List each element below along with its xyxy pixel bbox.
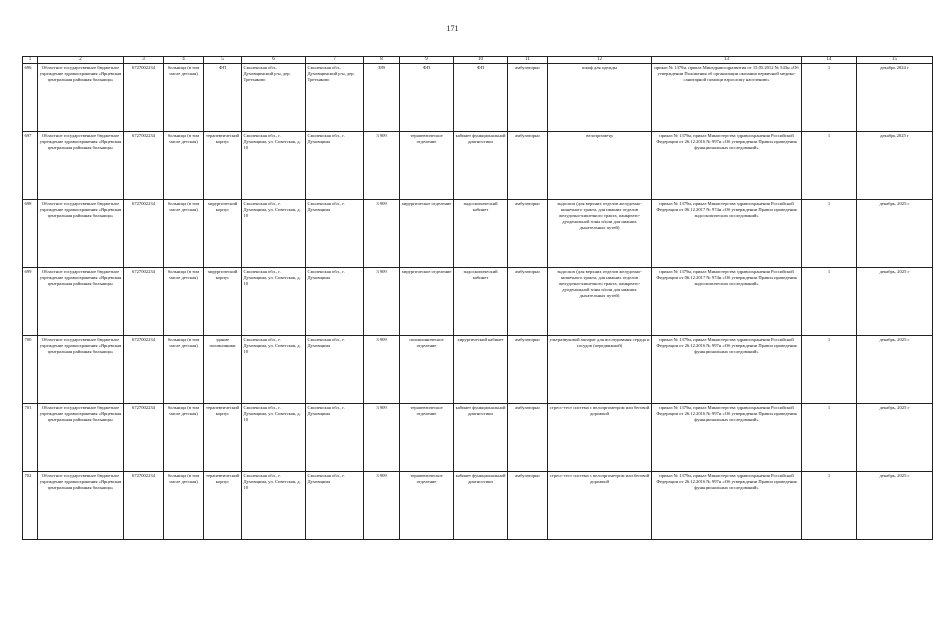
organization-cell: Областное государственное бюджетное учреждение здравоохранения «Ярцевская центральная районная больница» — [38, 472, 124, 540]
order-cell: приказ № 1379н, приказ Министерства здравоохранения Российской Федерации от 26.12.2016 № 997н «Об утверждении Правил проведения функциональных исследований» — [652, 132, 802, 200]
table-row — [23, 200, 933, 268]
department-cell: поликлиническое отделение — [400, 336, 454, 404]
facility-type-cell: больница (в том числе детская) — [164, 200, 204, 268]
column-number: 10 — [454, 57, 508, 64]
row-number: 698 — [23, 200, 38, 268]
column-number: 14 — [802, 57, 857, 64]
settlement-cell: Смоленская обл., г. Духовщина — [306, 472, 364, 540]
equipment-cell: шкаф для одежды — [548, 64, 652, 132]
address-cell: Смоленская обл., г. Духовщина, ул. Советская, д. 10 — [242, 200, 306, 268]
column-number: 13 — [652, 57, 802, 64]
column-number: 6 — [242, 57, 306, 64]
code-cell: 3 909 — [364, 404, 400, 472]
equipment-cell: велоэргометр — [548, 132, 652, 200]
code-cell: 3 909 — [364, 268, 400, 336]
code-cell: 3 909 — [364, 336, 400, 404]
code-cell: 3 909 — [364, 472, 400, 540]
table-row — [23, 404, 933, 472]
building-cell: терапевтический корпус — [204, 132, 242, 200]
equipment-cell: стресс-тест система с велоэргометром или беговой дорожкой — [548, 404, 652, 472]
table-row — [23, 268, 933, 336]
table-row — [23, 336, 933, 404]
order-cell: приказ № 1379н, приказ Министерства здравоохранения Российской Федерации от 26.12.2016 № 997н «Об утверждении Правил проведения функциональных исследований» — [652, 336, 802, 404]
building-cell: хирургический корпус — [204, 268, 242, 336]
department-cell: терапевтическое отделение — [400, 404, 454, 472]
address-cell: Смоленская обл., г. Духовщина, ул. Советская, д. 10 — [242, 404, 306, 472]
code-cell: 389 — [364, 64, 400, 132]
settlement-cell: Смоленская обл., г. Духовщина — [306, 268, 364, 336]
row-number: 699 — [23, 268, 38, 336]
care-cell: амбулаторно — [508, 336, 548, 404]
row-number: 700 — [23, 336, 38, 404]
column-number-row — [23, 57, 933, 64]
column-number: 9 — [400, 57, 454, 64]
care-cell: амбулаторно — [508, 404, 548, 472]
settlement-cell: Смоленская обл., г. Духовщина — [306, 404, 364, 472]
inn-cell: 6727002234 — [124, 268, 164, 336]
facility-type-cell: больница (в том числе детская) — [164, 404, 204, 472]
date-cell: декабрь 2024 г — [857, 64, 933, 132]
facility-type-cell: больница (в том числе детская) — [164, 268, 204, 336]
building-cell: терапевтический корпус — [204, 472, 242, 540]
row-number: 696 — [23, 64, 38, 132]
settlement-cell: Смоленская обл., г. Духовщина — [306, 336, 364, 404]
building-cell: здание поликлиники — [204, 336, 242, 404]
column-number: 7 — [306, 57, 364, 64]
row-number: 697 — [23, 132, 38, 200]
quantity-cell: 1 — [802, 200, 857, 268]
facility-type-cell: больница (в том числе детская) — [164, 132, 204, 200]
department-cell: хирургическое отделение — [400, 268, 454, 336]
cabinet-cell: кабинет функциональной диагностики — [454, 132, 508, 200]
row-number: 702 — [23, 472, 38, 540]
cabinet-cell: кабинет функциональной диагностики — [454, 404, 508, 472]
care-cell: амбулаторно — [508, 200, 548, 268]
column-number: 1 — [23, 57, 38, 64]
address-cell: Смоленская обл., г. Духовщина, ул. Советская, д. 10 — [242, 336, 306, 404]
department-cell: терапевтическое отделение — [400, 472, 454, 540]
organization-cell: Областное государственное бюджетное учреждение здравоохранения «Ярцевская центральная районная больница» — [38, 404, 124, 472]
building-cell: ФП — [204, 64, 242, 132]
organization-cell: Областное государственное бюджетное учреждение здравоохранения «Ярцевская центральная районная больница» — [38, 132, 124, 200]
address-cell: Смоленская обл., Духовщинский р-н, дер. Третьяково — [242, 64, 306, 132]
date-cell: декабрь 2025 г — [857, 132, 933, 200]
organization-cell: Областное государственное бюджетное учреждение здравоохранения «Ярцевская центральная районная больница» — [38, 64, 124, 132]
equipment-table — [22, 56, 933, 540]
inn-cell: 6727002234 — [124, 404, 164, 472]
code-cell: 3 909 — [364, 200, 400, 268]
building-cell: хирургический корпус — [204, 200, 242, 268]
settlement-cell: Смоленская обл., г. Духовщина — [306, 200, 364, 268]
equipment-cell: эндоскоп (для верхних отделов желудочно-кишечного тракта, для нижних отделов желудочно-кишечного тракта, панкреато-дуоденальной зоны и/или для нижних дыхательных путей) — [548, 268, 652, 336]
care-cell: амбулаторно — [508, 472, 548, 540]
column-number: 11 — [508, 57, 548, 64]
column-number: 12 — [548, 57, 652, 64]
page-number: 171 — [446, 24, 459, 33]
facility-type-cell: больница (в том числе детская) — [164, 64, 204, 132]
inn-cell: 6727002234 — [124, 472, 164, 540]
date-cell: декабрь, 2025 г — [857, 404, 933, 472]
organization-cell: Областное государственное бюджетное учреждение здравоохранения «Ярцевская центральная районная больница» — [38, 200, 124, 268]
quantity-cell: 1 — [802, 404, 857, 472]
care-cell: амбулаторно — [508, 64, 548, 132]
building-cell: терапевтический корпус — [204, 404, 242, 472]
column-number: 4 — [164, 57, 204, 64]
department-cell: ФП — [400, 64, 454, 132]
code-cell: 3 909 — [364, 132, 400, 200]
department-cell: терапевтическое отделение — [400, 132, 454, 200]
equipment-cell: стресс-тест система с велоэргометром или беговой дорожкой — [548, 472, 652, 540]
facility-type-cell: больница (в том числе детская) — [164, 336, 204, 404]
column-number: 2 — [38, 57, 124, 64]
column-number: 8 — [364, 57, 400, 64]
quantity-cell: 1 — [802, 64, 857, 132]
column-number: 5 — [204, 57, 242, 64]
equipment-cell: эндоскоп (для верхних отделов желудочно-кишечного тракта, для нижних отделов желудочно-кишечного тракта, панкреато-дуоденальной зоны и/или для нижних дыхательных путей) — [548, 200, 652, 268]
equipment-cell: ультразвуковой аппарат для исследования сердца и сосудов (передвижной) — [548, 336, 652, 404]
cabinet-cell: эндоскопический кабинет — [454, 200, 508, 268]
date-cell: декабрь, 2025 г — [857, 472, 933, 540]
order-cell: приказ № 1379н, приказ Минздравсоцразвития от 15.05.2012 № 543н «Об утверждении Положения об организации оказания первичной медико-санитарной помощи взрослому населению» — [652, 64, 802, 132]
address-cell: Смоленская обл., г. Духовщина, ул. Советская, д. 10 — [242, 268, 306, 336]
order-cell: приказ № 1379н, приказ Министерства здравоохранения Российской Федерации от 26.12.2016 № 997н «Об утверждении Правил проведения функциональных исследований» — [652, 404, 802, 472]
cabinet-cell: кабинет функциональной диагностики — [454, 472, 508, 540]
table-row — [23, 472, 933, 540]
order-cell: приказ № 1379н, приказ Министерства здравоохранения Российской Федерации от 06.12.2017 № 974н «Об утверждении Правил проведения эндоскопических исследований» — [652, 200, 802, 268]
settlement-cell: Смоленская обл., Духовщинский р-н, дер. Третьяково — [306, 64, 364, 132]
facility-type-cell: больница (в том числе детская) — [164, 472, 204, 540]
address-cell: Смоленская обл., г. Духовщина, ул. Советская, д. 10 — [242, 132, 306, 200]
cabinet-cell: ФП — [454, 64, 508, 132]
care-cell: амбулаторно — [508, 268, 548, 336]
quantity-cell: 1 — [802, 268, 857, 336]
inn-cell: 6727002234 — [124, 200, 164, 268]
inn-cell: 6727002234 — [124, 64, 164, 132]
cabinet-cell: эндоскопический кабинет — [454, 268, 508, 336]
organization-cell: Областное государственное бюджетное учреждение здравоохранения «Ярцевская центральная районная больница» — [38, 336, 124, 404]
column-number: 15 — [857, 57, 933, 64]
date-cell: декабрь, 2025 г — [857, 336, 933, 404]
inn-cell: 6727002234 — [124, 336, 164, 404]
order-cell: приказ № 1379н, приказ Министерства здравоохранения Российской Федерации от 06.12.2017 № 974н «Об утверждении Правил проведения эндоскопических исследований» — [652, 268, 802, 336]
quantity-cell: 1 — [802, 336, 857, 404]
date-cell: декабрь, 2025 г — [857, 200, 933, 268]
quantity-cell: 1 — [802, 472, 857, 540]
column-number: 3 — [124, 57, 164, 64]
table-row — [23, 64, 933, 132]
department-cell: хирургическое отделение — [400, 200, 454, 268]
quantity-cell: 1 — [802, 132, 857, 200]
settlement-cell: Смоленская обл., г. Духовщина — [306, 132, 364, 200]
date-cell: декабрь, 2025 г — [857, 268, 933, 336]
care-cell: амбулаторно — [508, 132, 548, 200]
cabinet-cell: хирургический кабинет — [454, 336, 508, 404]
row-number: 701 — [23, 404, 38, 472]
table-row — [23, 132, 933, 200]
organization-cell: Областное государственное бюджетное учреждение здравоохранения «Ярцевская центральная районная больница» — [38, 268, 124, 336]
address-cell: Смоленская обл., г. Духовщина, ул. Советская, д. 10 — [242, 472, 306, 540]
inn-cell: 6727002234 — [124, 132, 164, 200]
order-cell: приказ № 1379н, приказ Министерства здравоохранения Российской Федерации от 26.12.2016 № 997н «Об утверждении Правил проведения функциональных исследований» — [652, 472, 802, 540]
